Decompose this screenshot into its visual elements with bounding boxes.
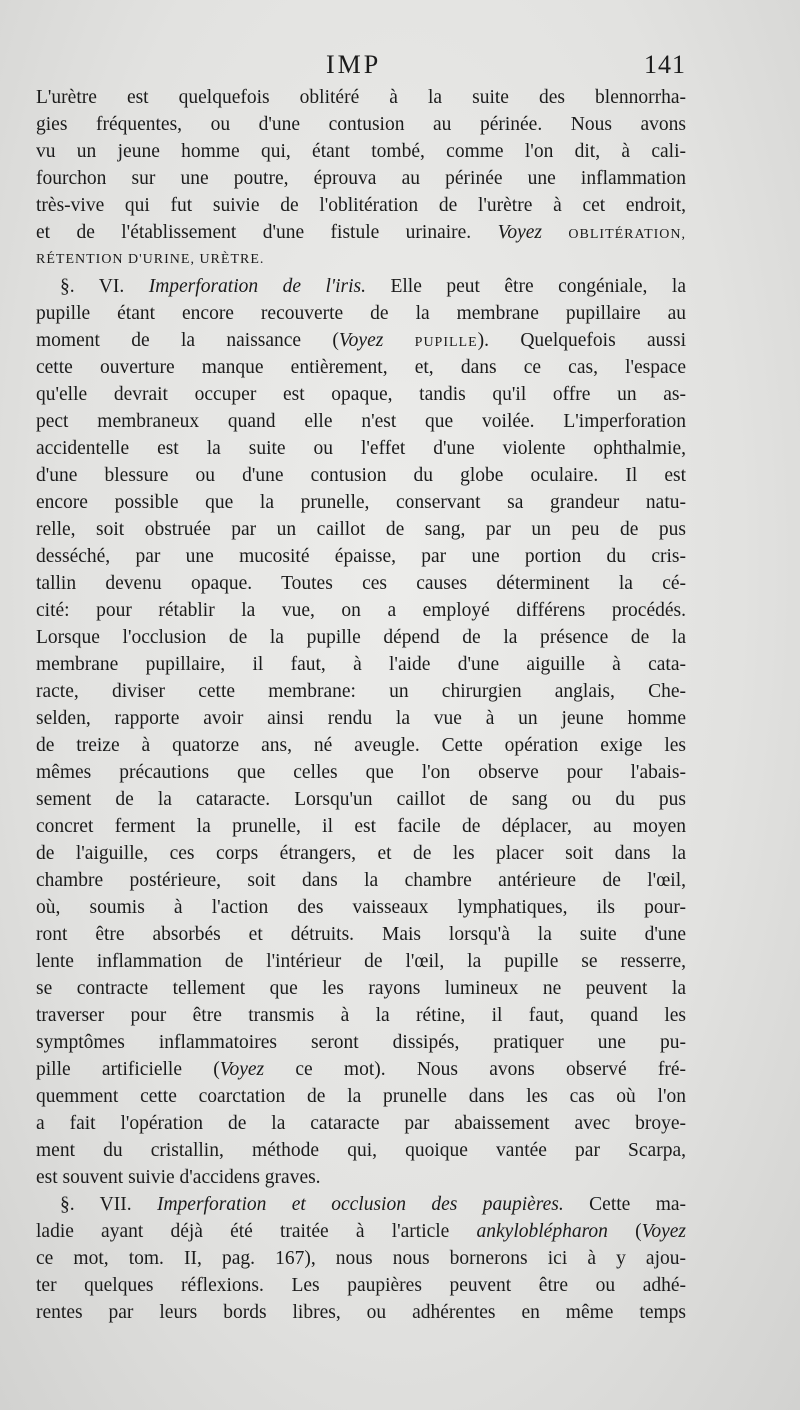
- text-line: L'urètre est quelquefois oblitéré à la suite des blennorrha-: [36, 87, 686, 108]
- text-span: ladie ayant déjà été traitée à l'article: [36, 1221, 477, 1242]
- text-line: concret ferment la prunelle, il est facile de déplacer, au moyen: [36, 816, 686, 837]
- text-span: Elle peut être congéniale, la: [365, 276, 686, 297]
- text-line: accidentelle est la suite ou l'effet d'une violente ophthalmie,: [36, 438, 686, 459]
- section-marker: §. VI.: [60, 276, 149, 297]
- text-line: pect membraneux quand elle n'est que voilée. L'imperforation: [36, 411, 686, 432]
- body-text: [36, 84, 686, 1326]
- text-line: [36, 1056, 686, 1083]
- text-line: symptômes inflammatoires seront dissipés, pratiquer une pu-: [36, 1032, 686, 1053]
- page-header: [36, 44, 686, 84]
- text-line: sement de la cataracte. Lorsqu'un caillot de sang ou du pus: [36, 789, 686, 810]
- section-marker: §. VII.: [60, 1194, 157, 1215]
- text-line: pupille étant encore recouverte de la membrane pupillaire au: [36, 303, 686, 324]
- text-line: desséché, par une mucosité épaisse, par une portion du cris-: [36, 546, 686, 567]
- text-line: vu un jeune homme qui, étant tombé, comme l'on dit, à cali-: [36, 141, 686, 162]
- text-line: membrane pupillaire, il faut, à l'aide d'une aiguille à cata-: [36, 654, 686, 675]
- text-line: de treize à quatorze ans, né aveugle. Cette opération exige les: [36, 735, 686, 756]
- cross-ref: OBLITÉRATION,: [568, 227, 687, 242]
- text-line: ront être absorbés et détruits. Mais lorsqu'à la suite d'une: [36, 924, 686, 945]
- text-line: encore possible que la prunelle, conservant sa grandeur natu-: [36, 492, 686, 513]
- text-line: a fait l'opération de la cataracte par abaissement avec broye-: [36, 1113, 686, 1134]
- text-line: [36, 1218, 686, 1245]
- voyez-ref: Voyez: [219, 1059, 265, 1080]
- text-line: se contracte tellement que les rayons lumineux ne peuvent la: [36, 978, 686, 999]
- text-line: lente inflammation de l'intérieur de l'œil, la pupille se resserre,: [36, 951, 686, 972]
- voyez-ref: Voyez: [338, 330, 384, 351]
- text-line: ter quelques réflexions. Les paupières peuvent être ou adhé-: [36, 1275, 686, 1296]
- text-line: Lorsque l'occlusion de la pupille dépend de la présence de la: [36, 627, 686, 648]
- section-heading-line: [36, 273, 686, 300]
- text-line: relle, soit obstruée par un caillot de sang, par un peu de pus: [36, 519, 686, 540]
- text-line: ment du cristallin, méthode qui, quoique vantée par Scarpa,: [36, 1140, 686, 1161]
- cross-ref: PUPILLE: [414, 335, 478, 350]
- running-head: IMP: [326, 50, 382, 79]
- text-line: rentes par leurs bords libres, ou adhérentes en même temps: [36, 1302, 686, 1323]
- section-title: Imperforation et occlusion des paupières.: [156, 1194, 564, 1215]
- voyez-ref: Voyez: [641, 1221, 687, 1242]
- text-line: gies fréquentes, ou d'une contusion au périnée. Nous avons: [36, 114, 686, 135]
- page-number: 141: [644, 50, 686, 79]
- text-span: pille artificielle (: [36, 1059, 220, 1080]
- text-line: de l'aiguille, ces corps étrangers, et de les placer soit dans la: [36, 843, 686, 864]
- section-heading-line: [36, 1191, 686, 1218]
- cross-ref-line: RÉTENTION D'URINE, URÈTRE.: [36, 252, 265, 267]
- text-line: mêmes précautions que celles que l'on observe pour l'abais-: [36, 762, 686, 783]
- text-span: et de l'établissement d'une fistule urinaire.: [36, 222, 498, 243]
- text-span: ce mot). Nous avons observé fré-: [264, 1059, 686, 1080]
- text-line: est souvent suivie d'accidens graves.: [36, 1167, 321, 1188]
- text-line: cité: pour rétablir la vue, on a employé différens procédés.: [36, 600, 686, 621]
- text-line: [36, 327, 686, 354]
- text-line: chambre postérieure, soit dans la chambre antérieure de l'œil,: [36, 870, 686, 891]
- text-span: ). Quelquefois aussi: [477, 330, 686, 351]
- section-title: Imperforation de l'iris.: [148, 276, 366, 297]
- text-line: où, soumis à l'action des vaisseaux lymphatiques, ils pour-: [36, 897, 686, 918]
- term: ankyloblépharon: [476, 1221, 608, 1242]
- text-span: moment de la naissance (: [36, 330, 339, 351]
- text-line: d'une blessure ou d'une contusion du globe oculaire. Il est: [36, 465, 686, 486]
- text-line: tallin devenu opaque. Toutes ces causes déterminent la cé-: [36, 573, 686, 594]
- voyez-ref: Voyez: [497, 222, 542, 243]
- text-line: racte, diviser cette membrane: un chirurgien anglais, Che-: [36, 681, 686, 702]
- text-span: (: [607, 1221, 642, 1242]
- text-line: traverser pour être transmis à la rétine, il faut, quand les: [36, 1005, 686, 1026]
- text-line: [36, 219, 686, 246]
- text-line: cette ouverture manque entièrement, et, dans ce cas, l'espace: [36, 357, 686, 378]
- text-line: très-vive qui fut suivie de l'oblitération de l'urètre à cet endroit,: [36, 195, 686, 216]
- text-line: ce mot, tom. II, pag. 167), nous nous bornerons ici à y ajou-: [36, 1248, 686, 1269]
- text-line: selden, rapporte avoir ainsi rendu la vue à un jeune homme: [36, 708, 686, 729]
- text-line: qu'elle devrait occuper est opaque, tandis qu'il offre un as-: [36, 384, 686, 405]
- text-span: Cette ma-: [563, 1194, 687, 1215]
- text-line: fourchon sur une poutre, éprouva au périnée une inflammation: [36, 168, 686, 189]
- text-line: quemment cette coarctation de la prunelle dans les cas où l'on: [36, 1086, 686, 1107]
